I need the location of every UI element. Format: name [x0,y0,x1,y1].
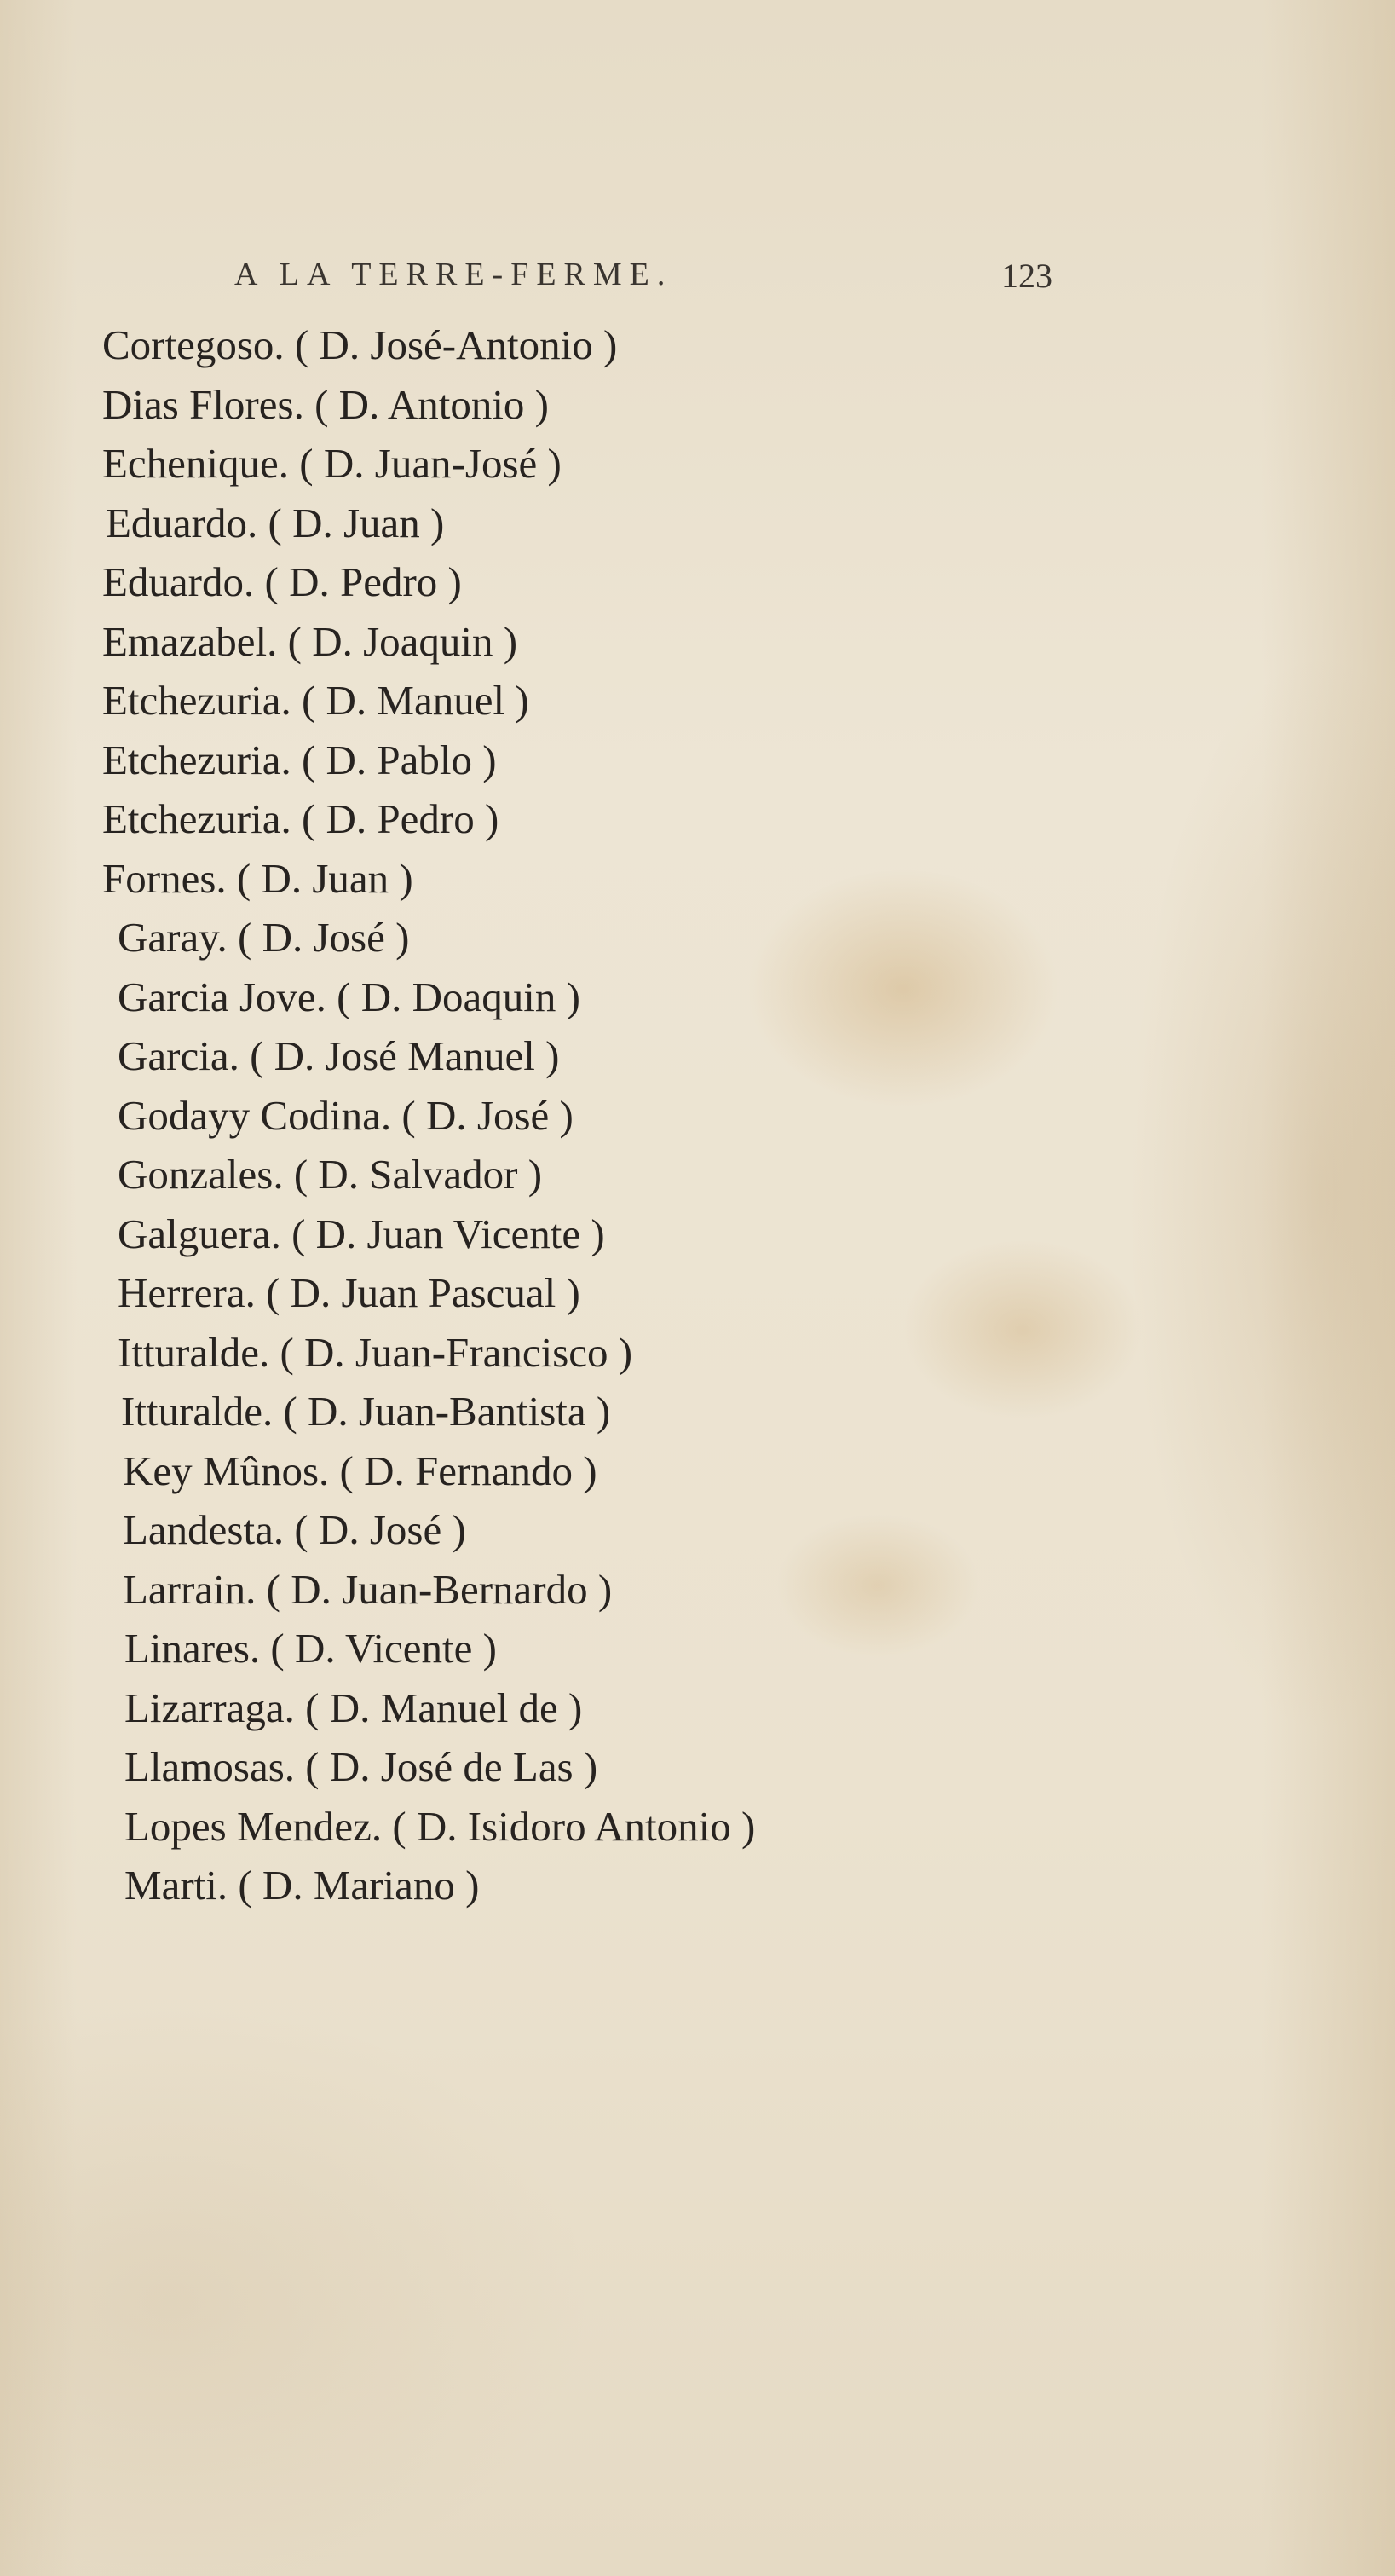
running-header [234,256,1078,307]
list-item: Itturalde. ( D. Juan-Francisco ) [118,1328,633,1376]
list-item: Marti. ( D. Mariano ) [124,1862,480,1909]
list-item: Landesta. ( D. José ) [123,1506,466,1553]
list-item: Echenique. ( D. Juan-José ) [102,440,562,487]
list-item: Itturalde. ( D. Juan-Bantista ) [121,1388,611,1435]
list-item: Eduardo. ( D. Juan ) [106,499,445,546]
list-item: Godayy Codina. ( D. José ) [118,1091,574,1139]
list-item: Lizarraga. ( D. Manuel de ) [124,1684,583,1731]
list-item: Linares. ( D. Vicente ) [124,1625,497,1672]
list-item: Lopes Mendez. ( D. Isidoro Antonio ) [124,1802,756,1850]
list-item: Galguera. ( D. Juan Vicente ) [118,1210,605,1257]
list-item: Gonzales. ( D. Salvador ) [118,1151,543,1198]
name-list [102,315,755,1915]
list-item: Garcia Jove. ( D. Doaquin ) [118,973,580,1020]
list-item: Llamosas. ( D. José de Las ) [124,1743,598,1790]
list-item: Herrera. ( D. Juan Pascual ) [118,1269,580,1316]
list-item: Larrain. ( D. Juan-Bernardo ) [123,1565,613,1613]
list-item: Etchezuria. ( D. Pablo ) [102,736,497,783]
list-item: Key Mûnos. ( D. Fernando ) [123,1447,597,1494]
list-item: Garcia. ( D. José Manuel ) [118,1032,560,1079]
list-item: Garay. ( D. José ) [118,914,410,961]
list-item: Etchezuria. ( D. Manuel ) [102,677,529,724]
list-item: Cortegoso. ( D. José-Antonio ) [102,321,618,368]
running-title: A LA TERRE-FERME. [234,257,673,292]
list-item: Dias Flores. ( D. Antonio ) [102,380,549,428]
page-number: 123 [1001,257,1052,295]
list-item: Etchezuria. ( D. Pedro ) [102,795,499,842]
list-item: Eduardo. ( D. Pedro ) [102,558,462,605]
list-item: Fornes. ( D. Juan ) [102,854,413,902]
list-item: Emazabel. ( D. Joaquin ) [102,617,518,665]
